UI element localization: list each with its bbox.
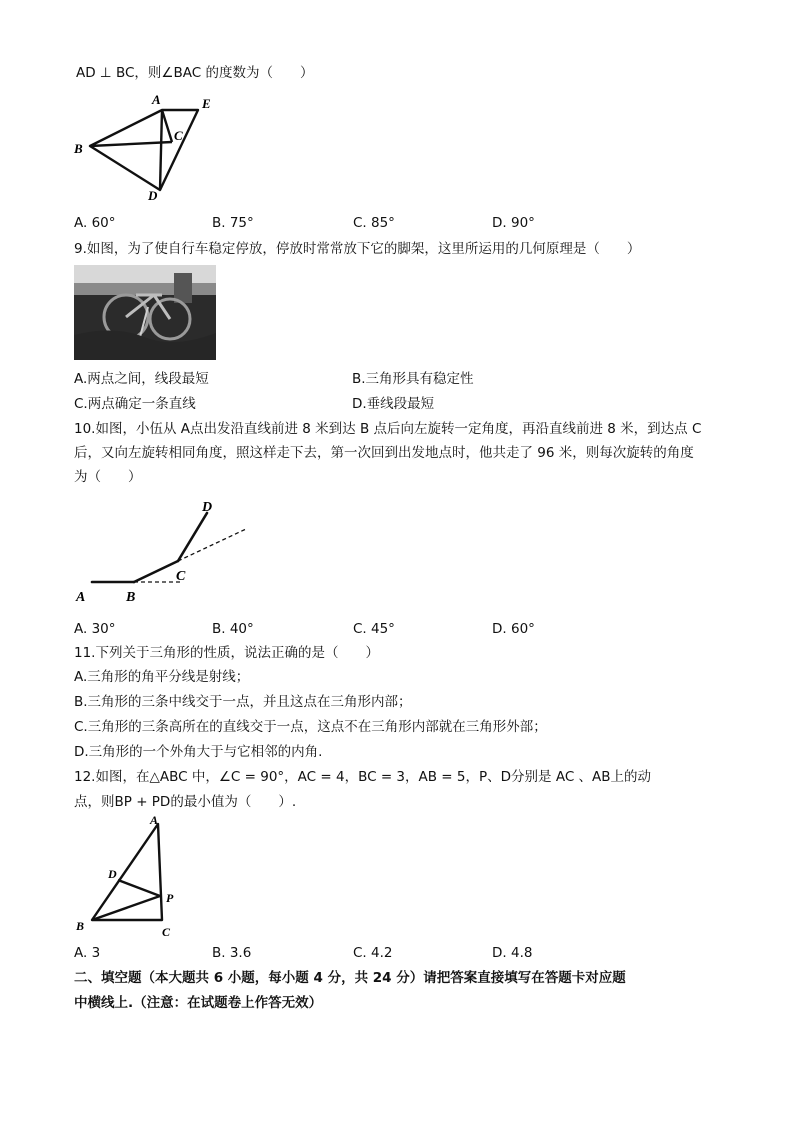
- q12-label-p: P: [166, 891, 174, 905]
- q10-option-a[interactable]: A. 30°: [74, 621, 116, 637]
- q12-option-a[interactable]: A. 3: [74, 945, 101, 961]
- q12-segment-dp: [118, 880, 160, 896]
- q8-label-c: C: [174, 128, 183, 143]
- q9-option-a[interactable]: A.两点之间，线段最短: [74, 371, 209, 387]
- q8-label-b: B: [74, 141, 83, 156]
- q8-label-a: A: [152, 92, 161, 107]
- q10-segment-bc: [134, 561, 178, 582]
- section2-heading-line1: 二、填空题（本大题共 6 小题，每小题 4 分，共 24 分）请把答案直接填写在答题卡对应题: [74, 970, 626, 986]
- q12-option-c[interactable]: C. 4.2: [353, 945, 393, 961]
- q11-choice-b[interactable]: B.三角形的三条中线交于一点，并且这点在三角形内部；: [74, 694, 412, 710]
- q10-label-d: D: [202, 500, 213, 515]
- q10-label-a: A: [76, 590, 86, 605]
- q9-stem: 9.如图，为了使自行车稳定停放，停放时常常放下它的脚架，这里所运用的几何原理是（ ）: [74, 241, 641, 257]
- q10-options: [74, 620, 634, 638]
- q8-option-a[interactable]: A. 60°: [74, 215, 116, 231]
- q12-option-d[interactable]: D. 4.8: [492, 945, 533, 961]
- q9-options-row2: [74, 395, 634, 413]
- q10-option-b[interactable]: B. 40°: [212, 621, 254, 637]
- section2-heading-line2: 中横线上.（注意：在试题卷上作答无效）: [74, 995, 323, 1011]
- q8-stem-tail: AD ⊥ BC，则∠BAC 的度数为（ ）: [76, 65, 314, 81]
- q12-segment-bp: [92, 896, 160, 920]
- q8-line-bc: [90, 142, 172, 146]
- q8-option-b[interactable]: B. 75°: [212, 215, 254, 231]
- q8-label-d: D: [148, 188, 158, 203]
- q12-options: [74, 944, 634, 962]
- q10-label-c: C: [176, 569, 186, 584]
- q8-options: [74, 214, 634, 232]
- q12-figure: [70, 812, 190, 940]
- q8-line-ac: [162, 110, 172, 142]
- q11-choice-a[interactable]: A.三角形的角平分线是射线；: [74, 669, 250, 685]
- q9-option-b[interactable]: B.三角形具有稳定性: [352, 371, 474, 387]
- q8-option-c[interactable]: C. 85°: [353, 215, 395, 231]
- q11-choice-d[interactable]: D.三角形的一个外角大于与它相邻的内角.: [74, 744, 323, 760]
- q12-option-b[interactable]: B. 3.6: [212, 945, 252, 961]
- q12-triangle-abc: [92, 824, 162, 920]
- q8-option-d[interactable]: D. 90°: [492, 215, 535, 231]
- q10-label-b: B: [126, 590, 136, 605]
- q10-stem-line1: 10.如图，小伍从 A点出发沿直线前进 8 米到达 B 点后向左旋转一定角度，再沿直线前进 8 米，到达点 C: [74, 421, 702, 437]
- q9-option-c[interactable]: C.两点确定一条直线: [74, 396, 196, 412]
- q10-option-d[interactable]: D. 60°: [492, 621, 535, 637]
- q8-line-ad: [160, 110, 162, 190]
- q12-stem-line1: 12.如图，在△ABC 中，∠C = 90°，AC = 4，BC = 3，AB = 5，P、D分别是 AC 、AB上的动: [74, 769, 652, 785]
- q9-option-d[interactable]: D.垂线段最短: [352, 396, 435, 412]
- q9-options-row1: [74, 370, 634, 388]
- q10-stem-line3: 为（ ）: [74, 469, 142, 485]
- q11-choice-c[interactable]: C.三角形的三条高所在的直线交于一点，这点不在三角形内部就在三角形外部；: [74, 719, 547, 735]
- q12-label-c: C: [162, 925, 171, 939]
- q12-label-a: A: [150, 813, 159, 827]
- q12-label-b: B: [76, 919, 85, 933]
- bicycle-photo: [74, 265, 216, 360]
- q12-stem-line2: 点，则BP + PD的最小值为（ ）.: [74, 794, 297, 810]
- q11-stem: 11.下列关于三角形的性质，说法正确的是（ ）: [74, 645, 379, 661]
- q10-figure: [70, 495, 315, 607]
- q12-label-d: D: [108, 867, 117, 881]
- q8-label-e: E: [202, 96, 211, 111]
- q8-figure: [70, 90, 220, 205]
- q10-option-c[interactable]: C. 45°: [353, 621, 395, 637]
- q10-stem-line2: 后，又向左旋转相同角度，照这样走下去，第一次回到出发地点时，他共走了 96 米，则每次旋转的角度: [74, 445, 694, 461]
- q8-outline: [90, 110, 198, 190]
